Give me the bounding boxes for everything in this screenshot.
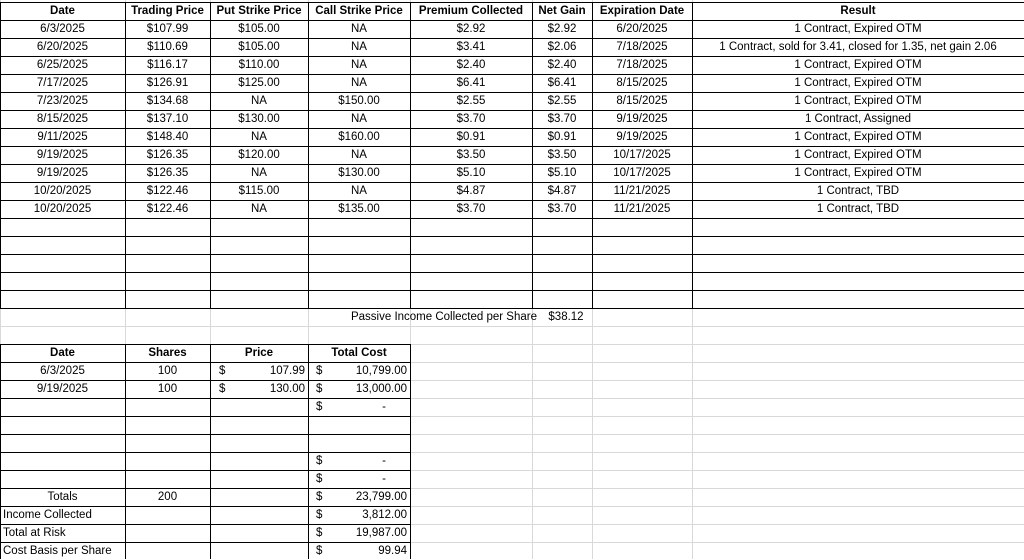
expiration-cell[interactable]: 6/20/2025 (616, 23, 668, 35)
call-strike-cell[interactable]: NA (351, 23, 367, 35)
premium-cell[interactable]: $6.41 (456, 77, 486, 89)
trading-price-cell[interactable]: $126.91 (146, 77, 189, 89)
shares-total-cost-cell[interactable]: 13,000.00 (355, 383, 407, 395)
result-cell[interactable]: 1 Contract, Expired OTM (794, 59, 922, 71)
call-strike-cell[interactable]: $160.00 (338, 131, 380, 143)
shares-header-price[interactable]: Price (244, 347, 274, 359)
date-cell[interactable]: 9/19/2025 (36, 167, 89, 179)
call-strike-cell[interactable]: $135.00 (338, 203, 380, 215)
put-strike-cell[interactable]: $125.00 (238, 77, 280, 89)
net-gain-cell[interactable]: $4.87 (547, 185, 577, 197)
shares-price-cell[interactable]: 107.99 (269, 365, 305, 377)
date-cell[interactable]: 7/23/2025 (36, 95, 89, 107)
trading-price-cell[interactable]: $126.35 (146, 167, 189, 179)
trading-price-cell[interactable]: $116.17 (147, 59, 188, 71)
shares-count-cell[interactable]: 100 (157, 383, 178, 395)
shares-total-cost-cell[interactable]: - (382, 473, 386, 485)
price-currency-symbol[interactable]: $ (219, 365, 226, 377)
result-cell[interactable]: 1 Contract, Assigned (804, 113, 912, 125)
date-cell[interactable]: 9/19/2025 (36, 149, 89, 161)
premium-cell[interactable]: $3.41 (456, 41, 486, 53)
call-strike-cell[interactable]: NA (351, 59, 367, 71)
premium-cell[interactable]: $5.10 (456, 167, 486, 179)
net-gain-cell[interactable]: $5.10 (547, 167, 577, 179)
cost-currency-symbol[interactable]: $ (316, 545, 323, 557)
result-cell[interactable]: 1 Contract, Expired OTM (794, 131, 922, 143)
net-gain-cell[interactable]: $3.70 (547, 113, 577, 125)
put-strike-cell[interactable]: $120.00 (238, 149, 280, 161)
call-strike-cell[interactable]: NA (351, 113, 367, 125)
shares-header-total-cost[interactable]: Total Cost (331, 347, 387, 359)
cost-currency-symbol[interactable]: $ (316, 383, 323, 395)
premium-cell[interactable]: $2.55 (456, 95, 486, 107)
header-date[interactable]: Date (50, 5, 75, 17)
income-collected-label[interactable]: Income Collected (3, 509, 92, 521)
date-cell[interactable]: 7/17/2025 (36, 77, 89, 89)
put-strike-cell[interactable]: $115.00 (238, 185, 280, 197)
header-result[interactable]: Result (840, 5, 876, 17)
put-strike-cell[interactable]: $105.00 (238, 41, 280, 53)
put-strike-cell[interactable]: NA (251, 131, 267, 143)
cost-currency-symbol[interactable]: $ (316, 473, 323, 485)
cost-basis-per-share-value[interactable]: 99.94 (378, 545, 407, 557)
totals-label[interactable]: Totals (47, 491, 78, 503)
put-strike-cell[interactable]: NA (251, 203, 267, 215)
premium-cell[interactable]: $2.92 (456, 23, 486, 35)
shares-price-cell[interactable]: 130.00 (269, 383, 305, 395)
trading-price-cell[interactable]: $110.69 (147, 41, 188, 53)
date-cell[interactable]: 10/20/2025 (33, 185, 92, 197)
date-cell[interactable]: 10/20/2025 (33, 203, 92, 215)
trading-price-cell[interactable]: $126.35 (146, 149, 189, 161)
header-put-strike[interactable]: Put Strike Price (216, 5, 302, 17)
shares-count-cell[interactable]: 100 (157, 365, 178, 377)
net-gain-cell[interactable]: $0.91 (547, 131, 577, 143)
header-call-strike[interactable]: Call Strike Price (315, 5, 403, 17)
price-currency-symbol[interactable]: $ (219, 383, 226, 395)
passive-income-value[interactable]: $38.12 (548, 311, 584, 323)
date-cell[interactable]: 6/25/2025 (36, 59, 89, 71)
header-net-gain[interactable]: Net Gain (538, 5, 586, 17)
trading-price-cell[interactable]: $134.68 (146, 95, 189, 107)
date-cell[interactable]: 6/3/2025 (40, 23, 85, 35)
expiration-cell[interactable]: 8/15/2025 (616, 77, 668, 89)
shares-date-cell[interactable]: 9/19/2025 (36, 383, 89, 395)
expiration-cell[interactable]: 10/17/2025 (613, 167, 671, 179)
trading-price-cell[interactable]: $122.46 (146, 185, 189, 197)
expiration-cell[interactable]: 9/19/2025 (616, 113, 668, 125)
shares-header-shares[interactable]: Shares (148, 347, 187, 359)
premium-cell[interactable]: $3.70 (456, 113, 486, 125)
put-strike-cell[interactable]: $110.00 (238, 59, 280, 71)
net-gain-cell[interactable]: $2.55 (547, 95, 577, 107)
header-expiration[interactable]: Expiration Date (599, 5, 685, 17)
result-cell[interactable]: 1 Contract, Expired OTM (794, 167, 922, 179)
shares-date-cell[interactable]: 6/3/2025 (40, 365, 85, 377)
net-gain-cell[interactable]: $3.70 (547, 203, 577, 215)
total-at-risk-value[interactable]: 19,987.00 (355, 527, 407, 539)
call-strike-cell[interactable]: NA (351, 185, 367, 197)
put-strike-cell[interactable]: NA (251, 167, 267, 179)
totals-shares[interactable]: 200 (157, 491, 178, 503)
call-strike-cell[interactable]: NA (351, 77, 367, 89)
put-strike-cell[interactable]: $105.00 (238, 23, 280, 35)
net-gain-cell[interactable]: $2.92 (547, 23, 577, 35)
cost-currency-symbol[interactable]: $ (316, 401, 323, 413)
net-gain-cell[interactable]: $2.06 (547, 41, 577, 53)
call-strike-cell[interactable]: NA (351, 41, 367, 53)
cost-currency-symbol[interactable]: $ (316, 527, 323, 539)
net-gain-cell[interactable]: $6.41 (547, 77, 577, 89)
premium-cell[interactable]: $2.40 (456, 59, 486, 71)
cost-currency-symbol[interactable]: $ (316, 365, 323, 377)
total-at-risk-label[interactable]: Total at Risk (3, 527, 66, 539)
trading-price-cell[interactable]: $107.99 (146, 23, 189, 35)
shares-total-cost-cell[interactable]: - (382, 401, 386, 413)
expiration-cell[interactable]: 10/17/2025 (613, 149, 671, 161)
passive-income-label[interactable]: Passive Income Collected per Share (350, 311, 537, 323)
net-gain-cell[interactable]: $2.40 (547, 59, 577, 71)
call-strike-cell[interactable]: NA (351, 149, 367, 161)
date-cell[interactable]: 8/15/2025 (36, 113, 89, 125)
trading-price-cell[interactable]: $122.46 (146, 203, 189, 215)
expiration-cell[interactable]: 9/19/2025 (616, 131, 668, 143)
shares-header-date[interactable]: Date (50, 347, 75, 359)
expiration-cell[interactable]: 11/21/2025 (613, 185, 671, 197)
net-gain-cell[interactable]: $3.50 (547, 149, 577, 161)
trading-price-cell[interactable]: $148.40 (146, 131, 189, 143)
date-cell[interactable]: 9/11/2025 (37, 131, 88, 143)
call-strike-cell[interactable]: $130.00 (338, 167, 380, 179)
premium-cell[interactable]: $0.91 (456, 131, 486, 143)
trading-price-cell[interactable]: $137.10 (146, 113, 189, 125)
result-cell[interactable]: 1 Contract, TBD (816, 203, 900, 215)
header-premium[interactable]: Premium Collected (418, 5, 524, 17)
result-cell[interactable]: 1 Contract, Expired OTM (794, 95, 922, 107)
result-cell[interactable]: 1 Contract, sold for 3.41, closed for 1.35, net gain 2.06 (719, 41, 997, 53)
premium-cell[interactable]: $3.70 (456, 203, 486, 215)
expiration-cell[interactable]: 7/18/2025 (616, 59, 668, 71)
header-trading-price[interactable]: Trading Price (131, 5, 204, 17)
income-collected-value[interactable]: 3,812.00 (362, 509, 407, 521)
put-strike-cell[interactable]: $130.00 (238, 113, 280, 125)
result-cell[interactable]: 1 Contract, TBD (816, 185, 900, 197)
shares-total-cost-cell[interactable]: - (382, 455, 386, 467)
premium-cell[interactable]: $4.87 (456, 185, 486, 197)
shares-total-cost-cell[interactable]: 10,799.00 (355, 365, 407, 377)
expiration-cell[interactable]: 7/18/2025 (616, 41, 668, 53)
premium-cell[interactable]: $3.50 (456, 149, 486, 161)
result-cell[interactable]: 1 Contract, Expired OTM (794, 149, 922, 161)
cost-currency-symbol[interactable]: $ (316, 509, 323, 521)
cost-currency-symbol[interactable]: $ (316, 455, 323, 467)
totals-value[interactable]: 23,799.00 (355, 491, 407, 503)
cost-basis-per-share-label[interactable]: Cost Basis per Share (3, 545, 112, 557)
result-cell[interactable]: 1 Contract, Expired OTM (794, 77, 922, 89)
expiration-cell[interactable]: 11/21/2025 (613, 203, 671, 215)
result-cell[interactable]: 1 Contract, Expired OTM (794, 23, 922, 35)
cost-currency-symbol[interactable]: $ (316, 491, 323, 503)
date-cell[interactable]: 6/20/2025 (36, 41, 89, 53)
expiration-cell[interactable]: 8/15/2025 (616, 95, 668, 107)
call-strike-cell[interactable]: $150.00 (338, 95, 380, 107)
put-strike-cell[interactable]: NA (251, 95, 267, 107)
